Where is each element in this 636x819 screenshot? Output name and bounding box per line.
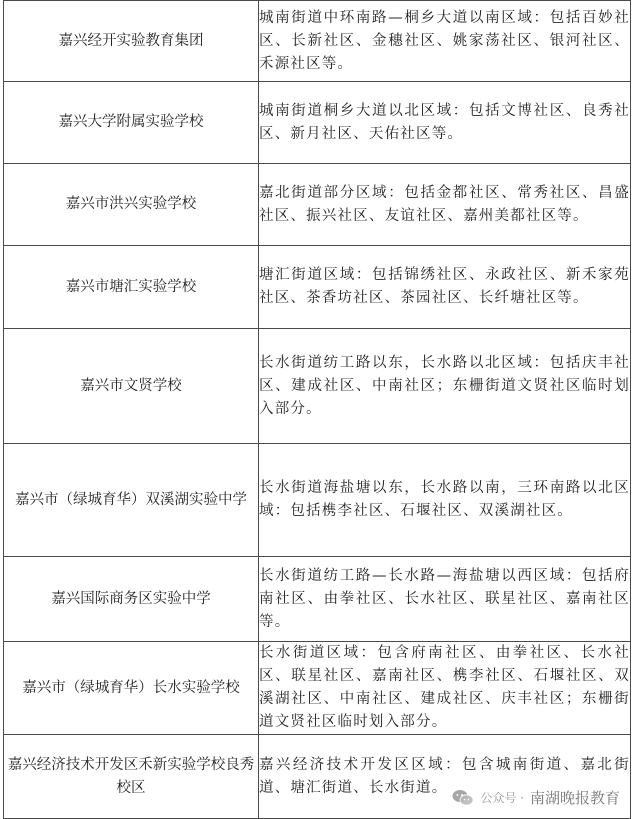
school-name-cell: 嘉兴市塘汇实验学校 bbox=[4, 246, 259, 329]
watermark-prefix: 公众号 · bbox=[480, 791, 524, 805]
school-name-cell: 嘉兴市洪兴实验学校 bbox=[4, 164, 259, 246]
district-area-cell: 塘汇街道区域：包括锦绣社区、永政社区、新禾家苑社区、茶香坊社区、茶园社区、长纤塘社区等。 bbox=[259, 246, 631, 329]
district-area-cell: 长水街道海盐塘以东，长水路以南，三环南路以北区域：包括槜李社区、石堰社区、双溪湖社区。 bbox=[259, 444, 631, 557]
watermark-account-name: 南湖晚报教育 bbox=[529, 789, 620, 807]
school-name-cell: 嘉兴经济技术开发区禾新实验学校良秀校区 bbox=[4, 735, 259, 819]
table-row bbox=[4, 82, 631, 164]
school-name-cell: 嘉兴大学附属实验学校 bbox=[4, 82, 259, 164]
table-row bbox=[4, 444, 631, 557]
wechat-icon bbox=[452, 789, 474, 807]
table-row bbox=[4, 642, 631, 735]
district-area-cell: 城南街道中环南路—桐乡大道以南区域：包括百妙社区、长新社区、金穗社区、姚家荡社区、银河社区、禾源社区等。 bbox=[259, 1, 631, 82]
school-name-cell: 嘉兴市文贤学校 bbox=[4, 329, 259, 444]
school-name-cell: 嘉兴市（绿城育华）长水实验学校 bbox=[4, 642, 259, 735]
table-row bbox=[4, 329, 631, 444]
district-area-cell: 长水街道纺工路以东，长水路以北区域：包括庆丰社区、建成社区、中南社区；东栅街道文贤社区临时划入部分。 bbox=[259, 329, 631, 444]
table-row bbox=[4, 164, 631, 246]
table-row bbox=[4, 1, 631, 82]
district-area-cell: 嘉北街道部分区域：包括金都社区、常秀社区、昌盛社区、振兴社区、友谊社区、嘉州美都社区等。 bbox=[259, 164, 631, 246]
watermark bbox=[448, 785, 624, 810]
school-name-cell: 嘉兴国际商务区实验中学 bbox=[4, 557, 259, 642]
table-row bbox=[4, 246, 631, 329]
table-row bbox=[4, 557, 631, 642]
school-zone-table bbox=[3, 0, 631, 819]
school-name-cell: 嘉兴经开实验教育集团 bbox=[4, 1, 259, 82]
district-area-cell: 长水街道区域：包含府南社区、由拳社区、长水社区、联星社区、嘉南社区、槜李社区、石堰社区、双溪湖社区、中南社区、建成社区、庆丰社区；东栅街道文贤社区临时划入部分。 bbox=[259, 642, 631, 735]
district-area-cell: 长水街道纺工路—长水路—海盐塘以西区域：包括府南社区、由拳社区、长水社区、联星社区、嘉南社区等。 bbox=[259, 557, 631, 642]
school-name-cell: 嘉兴市（绿城育华）双溪湖实验中学 bbox=[4, 444, 259, 557]
district-area-cell: 嘉兴经济技术开发区区域：包含城南街道、嘉北街道、塘汇街道、长水街道。 bbox=[259, 735, 631, 819]
district-area-cell: 城南街道桐乡大道以北区域：包括文博社区、良秀社区、新月社区、天佑社区等。 bbox=[259, 82, 631, 164]
